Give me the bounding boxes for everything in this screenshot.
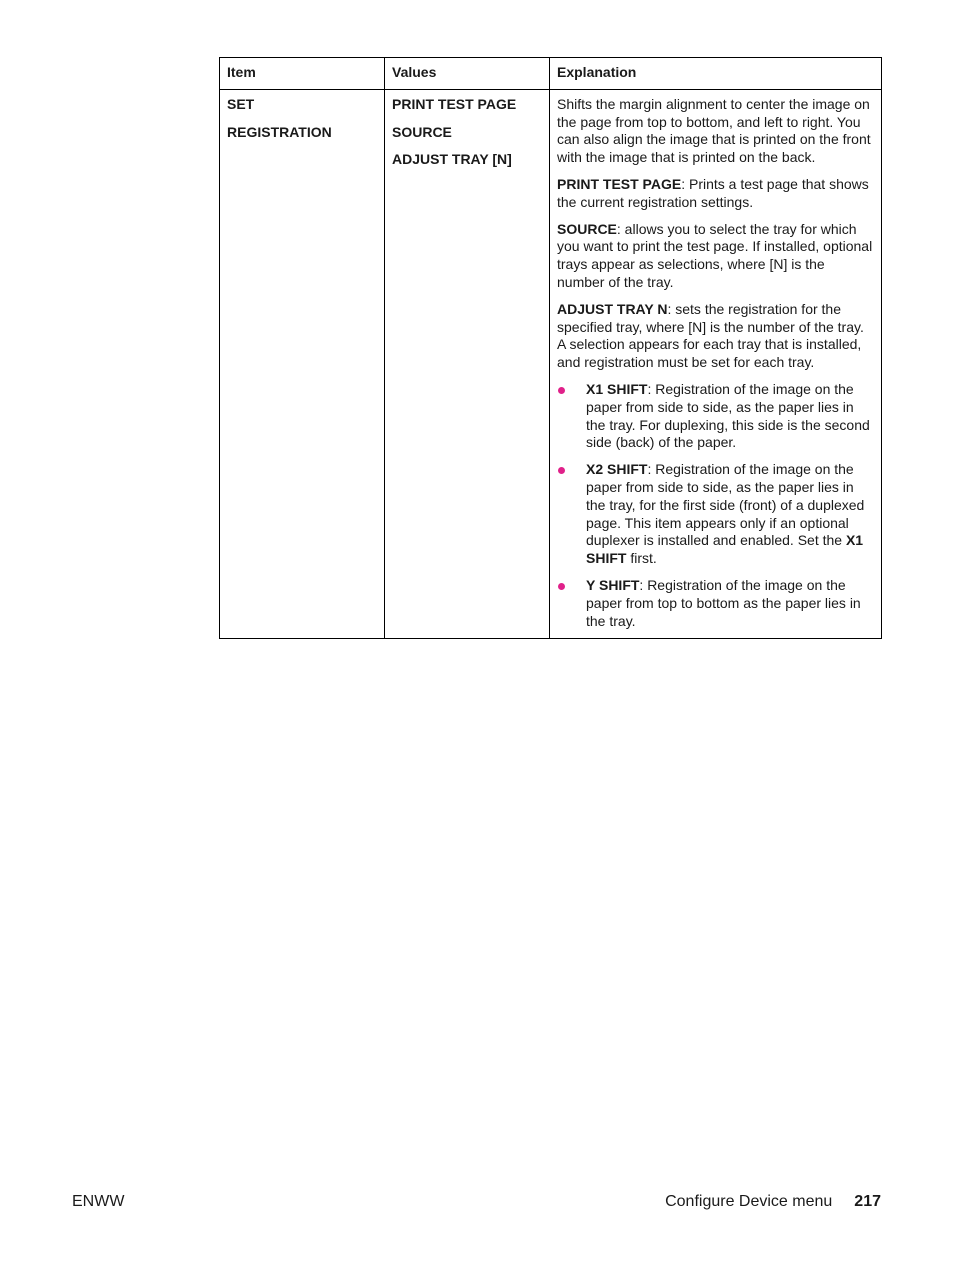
term-source: SOURCE: [557, 220, 617, 237]
desc-y-shift: : Registration of the image on the paper from top to bottom as the paper lies in the tray.: [586, 576, 861, 629]
shift-bullet-list: [557, 381, 874, 630]
term-x1-shift: X1 SHIFT: [586, 380, 648, 397]
desc-x1-shift: : Registration of the image on the paper from side to side, as the paper lies in the tray. For duplexing, this side is the second side (back) of the paper.: [586, 380, 870, 451]
desc-x2-shift: : Registration of the image on the paper from side to side, as the paper lies in the tray, for the first side (front) of a duplexed page. This item appears only if an optional duplexer is installed and enabled. Set the: [586, 461, 865, 549]
item-name-line-2: REGISTRATION: [227, 123, 332, 140]
header-values: Values: [385, 58, 550, 90]
term-y-shift: Y SHIFT: [586, 576, 640, 593]
table-header-row: [220, 58, 882, 90]
term-print-test-page: PRINT TEST PAGE: [557, 175, 682, 192]
explanation-source: [557, 221, 874, 292]
list-item: [557, 381, 874, 452]
explanation-adjust-tray: [557, 301, 874, 372]
item-name-line-1: SET: [227, 95, 255, 112]
desc-source: : allows you to select the tray for which you want to print the test page. If installed, optional trays appear as selections, where [N] is the number of the tray.: [557, 220, 873, 290]
term-adjust-tray: ADJUST TRAY N: [557, 300, 668, 317]
page-number: 217: [854, 1193, 881, 1210]
list-item: [557, 461, 874, 568]
value-source: SOURCE: [392, 123, 452, 140]
footer-section-title: Configure Device menu: [665, 1193, 833, 1210]
value-print-test-page: PRINT TEST PAGE: [392, 95, 517, 112]
term-x1-shift-ref: X1 SHIFT: [586, 532, 864, 567]
term-x2-shift: X2 SHIFT: [586, 461, 648, 478]
bullet-dot-icon: [558, 467, 565, 474]
explanation-intro: Shifts the margin alignment to center the image on the page from top to bottom, and left to right. You can also align the image that is printed on the front with the image that is printed on the back.: [557, 95, 871, 166]
value-adjust-tray: ADJUST TRAY [N]: [392, 151, 512, 168]
desc-x2-shift-end: first.: [626, 550, 657, 567]
table-row: [220, 89, 882, 639]
header-item: Item: [220, 58, 385, 90]
bullet-dot-icon: [558, 387, 565, 394]
settings-table: [219, 57, 882, 639]
footer-right: [665, 1192, 881, 1212]
header-explanation: Explanation: [550, 58, 882, 90]
desc-adjust-tray: : sets the registration for the specified tray, where [N] is the number of the tray. A selection appears for each tray that is installed, and registration must be set for each tray.: [557, 300, 864, 371]
desc-print-test-page: : Prints a test page that shows the current registration settings.: [557, 175, 869, 210]
bullet-dot-icon: [558, 583, 565, 590]
cell-values: [385, 89, 550, 639]
explanation-print-test-page: [557, 176, 874, 212]
list-item: [557, 577, 874, 630]
cell-explanation: [550, 89, 882, 639]
footer-left-label: ENWW: [72, 1193, 125, 1210]
cell-item: [220, 89, 385, 639]
